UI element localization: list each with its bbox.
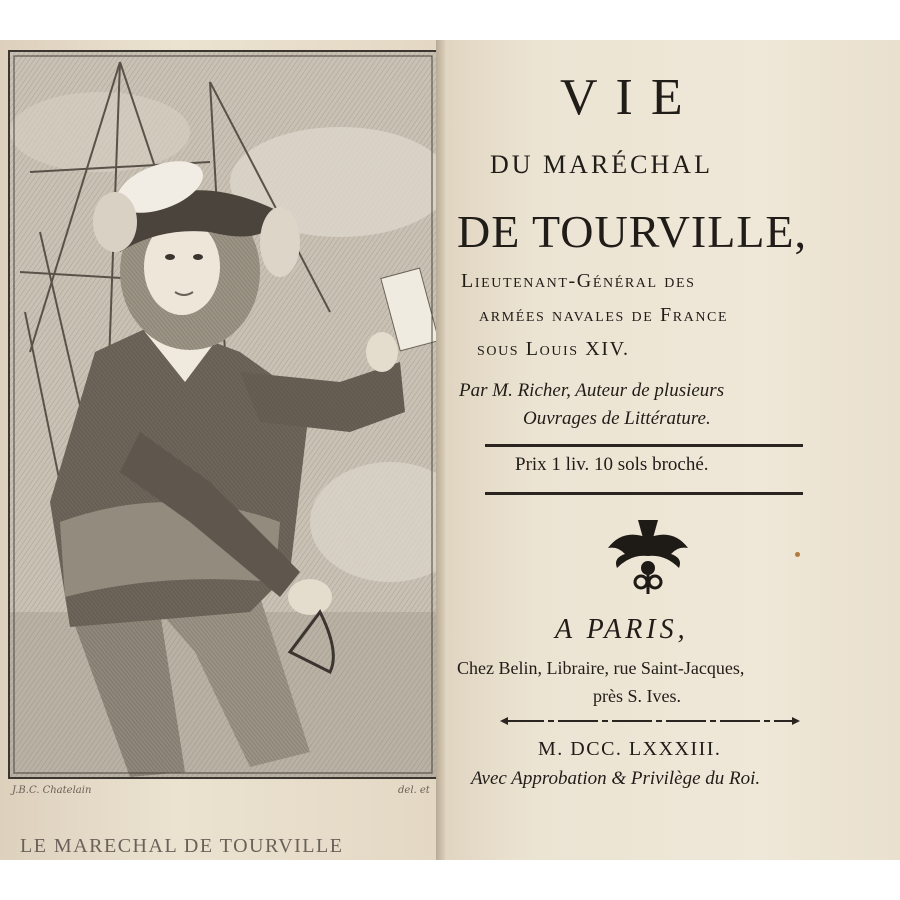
title-page <box>445 40 900 860</box>
publisher-line-2: près S. Ives. <box>593 686 681 706</box>
rule-bottom <box>485 492 803 495</box>
publisher-line-1: Chez Belin, Libraire, rue Saint-Jacques, <box>457 658 745 678</box>
imprint-city: A PARIS, <box>555 614 689 645</box>
engraving-plate <box>8 50 438 779</box>
subtitle-line-2: armées navales de France <box>479 304 729 326</box>
subtitle-line-3: sous Louis XIV. <box>477 338 630 360</box>
author-line-2: Ouvrages de Littérature. <box>523 408 711 429</box>
fleuron-ornament-icon <box>603 518 693 598</box>
sailor-portrait-engraving <box>10 52 436 777</box>
approbation-line: Avec Approbation & Privilège du Roi. <box>471 768 761 789</box>
author-line-1: Par M. Richer, Auteur de plusieurs <box>459 380 725 401</box>
title-line-tourville: DE TOURVILLE, <box>457 206 808 257</box>
rule-top <box>485 444 803 447</box>
subtitle-line-1: Lieutenant-Général des <box>461 270 696 292</box>
plate-caption: LE MARECHAL DE TOURVILLE <box>20 835 344 857</box>
open-book <box>0 40 900 860</box>
engraver-credit: J.B.C. Chatelain <box>12 785 92 796</box>
title-main: VIE <box>560 69 701 126</box>
price-line: Prix 1 liv. 10 sols broché. <box>515 454 709 475</box>
foxing-spot <box>795 552 800 557</box>
dashed-rule <box>500 715 800 727</box>
frontispiece-page <box>0 40 440 860</box>
publication-year: M. DCC. LXXXIII. <box>538 738 722 760</box>
artist-credit: del. et <box>398 785 430 796</box>
title-line-du-marechal: DU MARÉCHAL <box>490 150 713 179</box>
